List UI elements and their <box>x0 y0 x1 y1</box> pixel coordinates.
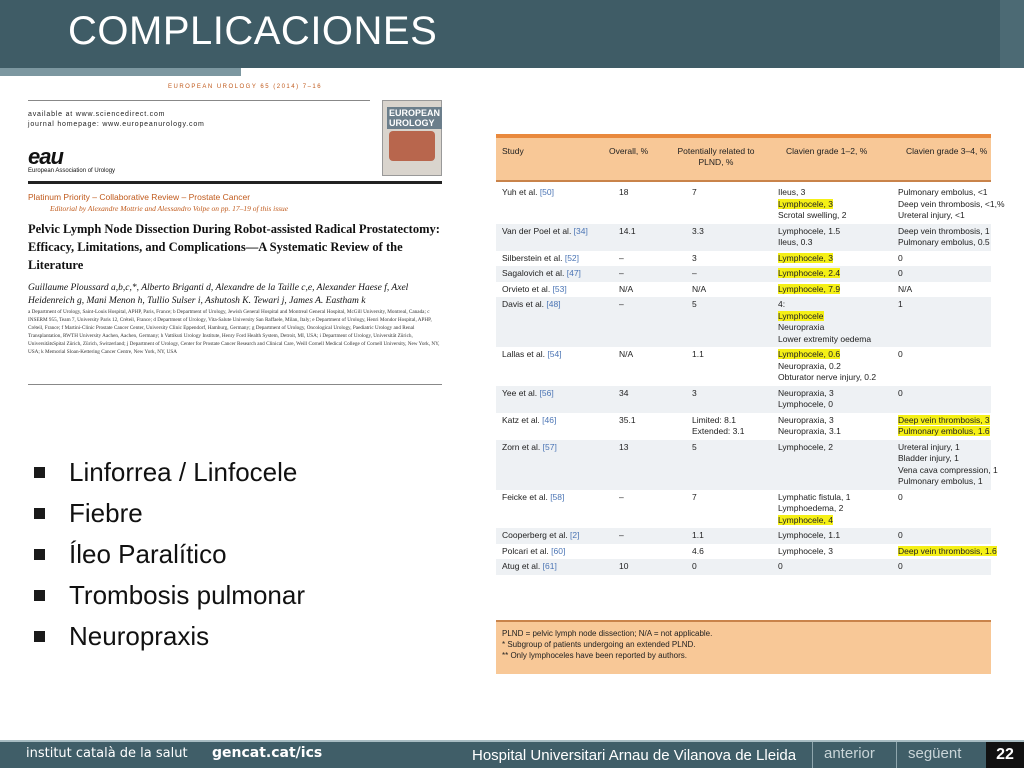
reference-link[interactable]: [47] <box>566 268 581 278</box>
list-item-text: Fiebre <box>69 498 143 528</box>
divider <box>28 100 370 101</box>
cell-overall: 13 <box>619 441 629 452</box>
cell-line <box>778 546 833 558</box>
cell-line <box>778 284 840 296</box>
cell-line <box>778 199 847 211</box>
cell-text: 0 <box>898 387 903 398</box>
study-name: Yee et al. <box>502 387 540 398</box>
cell-line <box>778 322 871 334</box>
cell-text: Lymphocele, 2 <box>778 441 833 452</box>
header-grade-1-2: Clavien grade 1–2, % <box>786 146 868 156</box>
study-name: Feicke et al. <box>502 491 551 502</box>
cell-related <box>692 530 704 542</box>
eau-logo <box>28 144 116 174</box>
cell-study <box>502 546 565 558</box>
cell-grade-1-2 <box>778 299 871 345</box>
title-underline <box>0 68 241 76</box>
cell-grade-3-4 <box>898 561 903 573</box>
bullet-square-icon <box>34 590 45 601</box>
cell-related <box>692 388 697 400</box>
header-grade-3-4: Clavien grade 3–4, % <box>906 146 988 156</box>
cell-line <box>898 546 997 558</box>
cell-line: 7 <box>692 491 697 502</box>
cell-line <box>778 226 840 238</box>
cell-grade-3-4 <box>898 492 903 504</box>
cell-line: 0 <box>692 561 697 571</box>
bullet-square-icon <box>34 549 45 560</box>
cell-grade-1-2 <box>778 253 833 265</box>
slide-footer <box>0 740 1024 768</box>
cell-line <box>898 415 990 427</box>
cell-related <box>692 299 697 311</box>
reference-link[interactable]: [52] <box>564 252 580 263</box>
cell-text: Scrotal swelling, 2 <box>778 210 847 220</box>
cell-line <box>778 334 871 346</box>
cell-text: Ileus, 3 <box>778 187 806 197</box>
cover-illustration <box>389 131 435 161</box>
cell-study <box>502 530 580 542</box>
table-footnotes <box>496 620 991 674</box>
cell-text: N/A <box>898 283 913 294</box>
highlighted-text: Lymphocele, 3 <box>778 198 833 209</box>
cell-study <box>502 349 562 361</box>
cell-text: Deep vein thrombosis, 1 <box>898 225 990 236</box>
reference-link[interactable]: [56] <box>539 387 554 398</box>
study-name: Davis et al. <box>502 299 547 309</box>
cell-study <box>502 492 564 504</box>
cell-overall: – <box>619 268 624 278</box>
cell-line <box>778 561 783 573</box>
list-item-text: Linforrea / Linfocele <box>69 457 298 487</box>
cell-text: Pulmonary embolus, <1 <box>898 187 988 197</box>
cell-line <box>898 388 903 400</box>
bullet-square-icon <box>34 467 45 478</box>
journal-citation: EUROPEAN UROLOGY 65 (2014) 7–16 <box>168 84 323 90</box>
cell-text: 0 <box>898 491 903 502</box>
page-number: 22 <box>986 742 1024 768</box>
table-row <box>496 528 991 544</box>
cell-line <box>898 453 998 465</box>
cell-text: Lymphatic fistula, 1 <box>778 491 851 502</box>
table-row <box>496 413 991 440</box>
reference-link[interactable]: [57] <box>542 441 557 452</box>
cell-text: Neuropraxia <box>778 322 825 332</box>
cell-study <box>502 226 588 238</box>
hospital-name: Hospital Universitari Arnau de Vilanova de Lleida <box>472 747 797 764</box>
cell-line: Limited: 8.1 <box>692 414 736 425</box>
cell-study <box>502 388 554 400</box>
divider <box>28 181 442 184</box>
cell-text: Vena cava compression, 1 <box>898 464 998 475</box>
highlighted-text: Lymphocele, 2.4 <box>778 268 841 278</box>
cell-line <box>898 349 903 361</box>
cell-text: Neuropraxia, 3 <box>778 387 834 398</box>
cell-overall: – <box>619 530 624 540</box>
cell-line <box>898 210 1005 222</box>
highlighted-text: Pulmonary embolus, 1.6 <box>898 426 990 436</box>
cell-line <box>778 237 840 249</box>
slide-header <box>0 0 1024 68</box>
table-row <box>496 185 1005 224</box>
cell-grade-1-2 <box>778 268 840 280</box>
cell-study <box>502 442 557 454</box>
cell-line <box>898 426 990 438</box>
complications-list <box>34 452 305 657</box>
cell-text: Ureteral injury, 1 <box>898 441 960 452</box>
cell-line: 5 <box>692 299 697 309</box>
article-title: Pelvic Lymph Node Dissection During Robot-assisted Radical Prostatectomy: Efficacy, Limitations, and Complications—A Systematic Review of the Literature <box>28 222 440 272</box>
cell-line: 4.6 <box>692 545 704 556</box>
article-category: Platinum Priority – Collaborative Review – Prostate Cancer <box>28 192 251 202</box>
cell-line <box>778 415 841 427</box>
cell-line <box>898 284 912 296</box>
reference-link[interactable]: [50] <box>539 187 554 197</box>
study-name: Atug et al. <box>502 561 543 571</box>
bullet-square-icon <box>34 631 45 642</box>
cell-grade-3-4 <box>898 268 903 280</box>
cell-line <box>778 492 850 504</box>
cell-text: Obturator nerve injury, 0.2 <box>778 372 877 382</box>
study-name: Yuh et al. <box>502 187 540 197</box>
list-item <box>34 493 305 534</box>
cell-grade-3-4 <box>898 442 998 488</box>
cell-text: 0 <box>898 252 903 263</box>
availability-info <box>28 110 205 130</box>
cell-grade-1-2 <box>778 388 834 411</box>
cell-line <box>778 442 833 454</box>
cell-overall: 10 <box>619 561 629 571</box>
cell-grade-1-2 <box>778 349 876 384</box>
cell-line: N/A <box>692 283 707 294</box>
cell-line <box>778 268 840 280</box>
previous-button[interactable]: anterior <box>824 745 875 762</box>
cell-line <box>898 199 1005 211</box>
cell-line <box>778 361 876 373</box>
cell-study <box>502 268 581 280</box>
footer-top-line <box>0 740 1024 742</box>
cell-line <box>898 492 903 504</box>
cell-line <box>778 253 833 265</box>
cell-grade-1-2 <box>778 561 783 573</box>
study-name: Orvieto et al. <box>502 283 553 294</box>
cell-line <box>898 226 990 238</box>
table-row <box>496 440 998 490</box>
reference-link[interactable]: [58] <box>550 491 565 502</box>
eau-logo-mark: eau <box>28 144 63 169</box>
homepage-line: journal homepage: www.europeanurology.com <box>28 121 205 128</box>
cell-grade-3-4 <box>898 349 903 361</box>
cell-line: 3 <box>692 252 697 263</box>
header-related: Potentially related to PLND, % <box>677 146 755 167</box>
cell-overall: N/A <box>619 349 634 359</box>
list-item-text: Neuropraxis <box>69 621 210 651</box>
cell-text: Lymphocele, 3 <box>778 545 833 556</box>
footnote: ** Only lymphoceles have been reported by authors. <box>502 651 687 660</box>
list-item <box>34 616 305 657</box>
article-excerpt <box>28 80 444 390</box>
cell-text: Pulmonary embolus, 0.5 <box>898 237 990 247</box>
cell-text: Lower extremity oedema <box>778 333 872 344</box>
footnote: * Subgroup of patients undergoing an extended PLND. <box>502 640 696 649</box>
cell-line: 3.3 <box>692 225 704 236</box>
highlighted-text: Lymphocele, 3 <box>778 252 833 263</box>
reference-link[interactable]: [48] <box>546 299 561 309</box>
header-edge <box>1000 0 1024 68</box>
complications-table <box>496 134 1005 674</box>
cell-grade-3-4 <box>898 388 903 400</box>
cell-line <box>778 187 847 199</box>
table-row <box>496 347 991 386</box>
cell-related <box>692 284 706 296</box>
cell-line: 1.1 <box>692 530 704 540</box>
cell-grade-1-2 <box>778 492 850 527</box>
journal-cover-image <box>382 100 442 176</box>
cell-line: 1.1 <box>692 349 704 359</box>
cell-line <box>898 268 903 280</box>
cell-line <box>898 476 998 488</box>
table-row <box>496 297 991 347</box>
cell-text: 1 <box>898 299 903 309</box>
cell-related <box>692 415 744 438</box>
highlighted-text: Lymphocele, 4 <box>778 514 833 525</box>
cell-grade-3-4 <box>898 530 903 542</box>
cell-line: 5 <box>692 441 697 452</box>
header-overall: Overall, % <box>609 146 649 156</box>
table-row <box>496 251 991 267</box>
cell-text: Neuropraxia, 3.1 <box>778 426 841 436</box>
cell-line <box>898 299 903 311</box>
cell-text: 0 <box>778 561 783 571</box>
cell-related <box>692 268 697 280</box>
table-row <box>496 544 997 560</box>
cell-line <box>898 561 903 573</box>
cell-overall: 18 <box>619 187 629 197</box>
cell-line <box>778 399 834 411</box>
cell-line <box>778 210 847 222</box>
available-line: available at www.sciencedirect.com <box>28 111 166 118</box>
cell-grade-1-2 <box>778 284 840 296</box>
editorial-note: Editorial by Alexandre Mottrie and Alessandro Volpe on pp. 17–19 of this issue <box>50 204 289 213</box>
cell-text: Lymphoedema, 2 <box>778 503 844 513</box>
reference-link[interactable]: [54] <box>547 349 562 359</box>
list-item <box>34 534 305 575</box>
cell-study <box>502 284 567 296</box>
cell-study <box>502 415 556 427</box>
header-study: Study <box>502 146 524 156</box>
slide-title: COMPLICACIONES <box>68 9 438 53</box>
cell-text: Neuropraxia, 3 <box>778 414 834 425</box>
reference-link[interactable]: [60] <box>551 545 566 556</box>
cell-related <box>692 561 697 573</box>
cell-text: Lymphocele, 1.5 <box>778 225 841 236</box>
cell-text: 0 <box>898 561 903 571</box>
cell-overall: 14.1 <box>619 225 636 236</box>
article-affiliations: a Department of Urology, Saint-Louis Hospital, APHP, Paris, France; b Department of Urology, Jewish General Hospital and Montreal General Hospital, McGill University, Montreal, Canada; c INSERM 955, Team 7, University Paris 12, Créteil, France; d Department of Urology, Vita-Salute University San Raffaele, Milan, Italy; e Department of Urology, Henri Mondor Hospital, APHP, Créteil, France; f Martini-Clinic Prostate Cancer Center, University Clinic Eppendorf, Hamburg, Germany; g Department of Urology, Oncological Urology, Paediatric Urology and Renal Transplantation, RWTH University Aachen, Aachen, Germany; h Vattikuti Urology Institute, Henry Ford Health System, Detroit, MI, USA; i Department of Urology, Universität Zürich, UniversitätsSpital Zürich, Zürich, Switzerland; j Department of Urology, Center for Prostate Cancer Research and Clinical Care, Weill Cornell Medical College of Cornell University, New York, NY, USA; k Memorial Sloan-Kettering Cancer Centre, New York, NY, USA <box>28 309 440 355</box>
cell-line <box>898 187 1005 199</box>
table-row <box>496 282 991 298</box>
cell-overall: N/A <box>619 283 634 294</box>
table-row <box>496 266 991 282</box>
eau-logo-text: European Association of Urology <box>28 168 116 174</box>
table-row <box>496 386 991 413</box>
cell-line <box>898 530 903 542</box>
cell-line <box>778 372 876 384</box>
study-name: Lallas et al. <box>502 349 548 359</box>
cell-grade-1-2 <box>778 530 840 542</box>
cell-overall: – <box>619 252 624 263</box>
nav-divider <box>812 742 813 768</box>
cell-overall: – <box>619 491 624 502</box>
reference-link[interactable]: [53] <box>552 283 567 294</box>
article-authors: Guillaume Ploussard a,b,c,*, Alberto Briganti d, Alexandre de la Taille c,e, Alexander Haese f, Axel Heidenreich g, Mani Menon h, Tullio Sulser i, Ashutosh K. Tewari j, James A. Eastham k <box>28 283 409 306</box>
cell-text: Lymphocele, 0 <box>778 399 833 409</box>
cell-grade-3-4 <box>898 415 990 438</box>
highlighted-text: Deep vein thrombosis, 1.6 <box>898 545 997 556</box>
table-row <box>496 559 991 575</box>
reference-link[interactable]: [46] <box>542 414 557 425</box>
cell-study <box>502 299 561 311</box>
cell-study <box>502 187 554 199</box>
cell-line <box>898 465 998 477</box>
study-name: Polcari et al. <box>502 545 552 556</box>
cell-line <box>778 426 841 438</box>
cell-related <box>692 546 704 558</box>
study-name: Silberstein et al. <box>502 252 565 263</box>
cell-grade-1-2 <box>778 546 833 558</box>
study-name: Sagalovich et al. <box>502 268 567 278</box>
cell-grade-1-2 <box>778 442 833 454</box>
list-item <box>34 575 305 616</box>
cell-text: Lymphocele, 1.1 <box>778 530 841 540</box>
ics-brand: institut català de la salut <box>26 746 188 761</box>
cell-line <box>778 299 871 311</box>
cell-line <box>778 388 834 400</box>
study-name: Cooperberg et al. <box>502 530 571 540</box>
study-name: Zorn et al. <box>502 441 543 452</box>
cell-text: Neuropraxia, 0.2 <box>778 360 841 371</box>
cell-related <box>692 226 704 238</box>
highlighted-text: Lymphocele <box>778 310 824 321</box>
cell-line: Extended: 3.1 <box>692 426 745 436</box>
reference-link[interactable]: [61] <box>542 561 557 571</box>
cell-line <box>898 253 903 265</box>
table-header <box>496 138 991 182</box>
bullet-square-icon <box>34 508 45 519</box>
cell-related <box>692 442 697 454</box>
cell-line <box>778 515 850 527</box>
reference-link[interactable]: [34] <box>573 225 588 236</box>
nav-divider <box>896 742 897 768</box>
cell-related <box>692 253 697 265</box>
cell-line <box>778 349 876 361</box>
next-button[interactable]: següent <box>908 745 962 762</box>
cover-title: EUROPEAN UROLOGY <box>389 108 441 128</box>
cell-grade-3-4 <box>898 546 997 558</box>
table-row <box>496 490 991 529</box>
highlighted-text: Lymphocele, 7.9 <box>778 283 841 294</box>
study-name: Van der Poel et al. <box>502 225 574 236</box>
cell-related <box>692 492 697 504</box>
cell-study <box>502 561 557 573</box>
cell-text: 4: <box>778 299 786 309</box>
cell-grade-3-4 <box>898 187 1005 222</box>
cell-text: 0 <box>898 349 903 359</box>
cell-line <box>778 503 850 515</box>
cell-line <box>898 237 990 249</box>
cell-grade-3-4 <box>898 253 903 265</box>
cell-overall: 34 <box>619 387 629 398</box>
table-row <box>496 224 991 251</box>
cell-line: – <box>692 268 697 278</box>
cell-line: 3 <box>692 387 697 398</box>
cell-text: 0 <box>898 530 903 540</box>
list-item-text: Trombosis pulmonar <box>69 580 306 610</box>
list-item-text: Íleo Paralítico <box>69 539 227 569</box>
cell-text: 0 <box>898 268 903 278</box>
cell-text: Bladder injury, 1 <box>898 453 959 463</box>
cell-line <box>778 530 840 542</box>
reference-link[interactable]: [2] <box>570 530 580 540</box>
cell-line <box>898 442 998 454</box>
cell-overall: – <box>619 299 624 309</box>
cell-study <box>502 253 579 265</box>
cell-related <box>692 187 697 199</box>
cell-grade-1-2 <box>778 226 840 249</box>
study-name: Katz et al. <box>502 414 543 425</box>
cell-grade-3-4 <box>898 284 912 296</box>
cell-text: Ureteral injury, <1 <box>898 210 965 220</box>
footnote: PLND = pelvic lymph node dissection; N/A = not applicable. <box>502 629 713 638</box>
cell-grade-1-2 <box>778 415 841 438</box>
gencat-link[interactable]: gencat.cat/ics <box>212 745 323 761</box>
cell-grade-3-4 <box>898 299 903 311</box>
cell-line <box>778 311 871 323</box>
cell-grade-1-2 <box>778 187 847 222</box>
divider <box>28 384 442 385</box>
cell-line: 7 <box>692 187 697 197</box>
cell-grade-3-4 <box>898 226 990 249</box>
highlighted-text: Deep vein thrombosis, 3 <box>898 414 990 425</box>
cell-text: Deep vein thrombosis, <1,% <box>898 198 1005 209</box>
list-item <box>34 452 305 493</box>
cell-overall: 35.1 <box>619 414 636 425</box>
cell-text: Ileus, 0.3 <box>778 237 813 247</box>
cell-related <box>692 349 704 361</box>
highlighted-text: Lymphocele, 0.6 <box>778 349 841 359</box>
cell-text: Pulmonary embolus, 1 <box>898 476 983 486</box>
